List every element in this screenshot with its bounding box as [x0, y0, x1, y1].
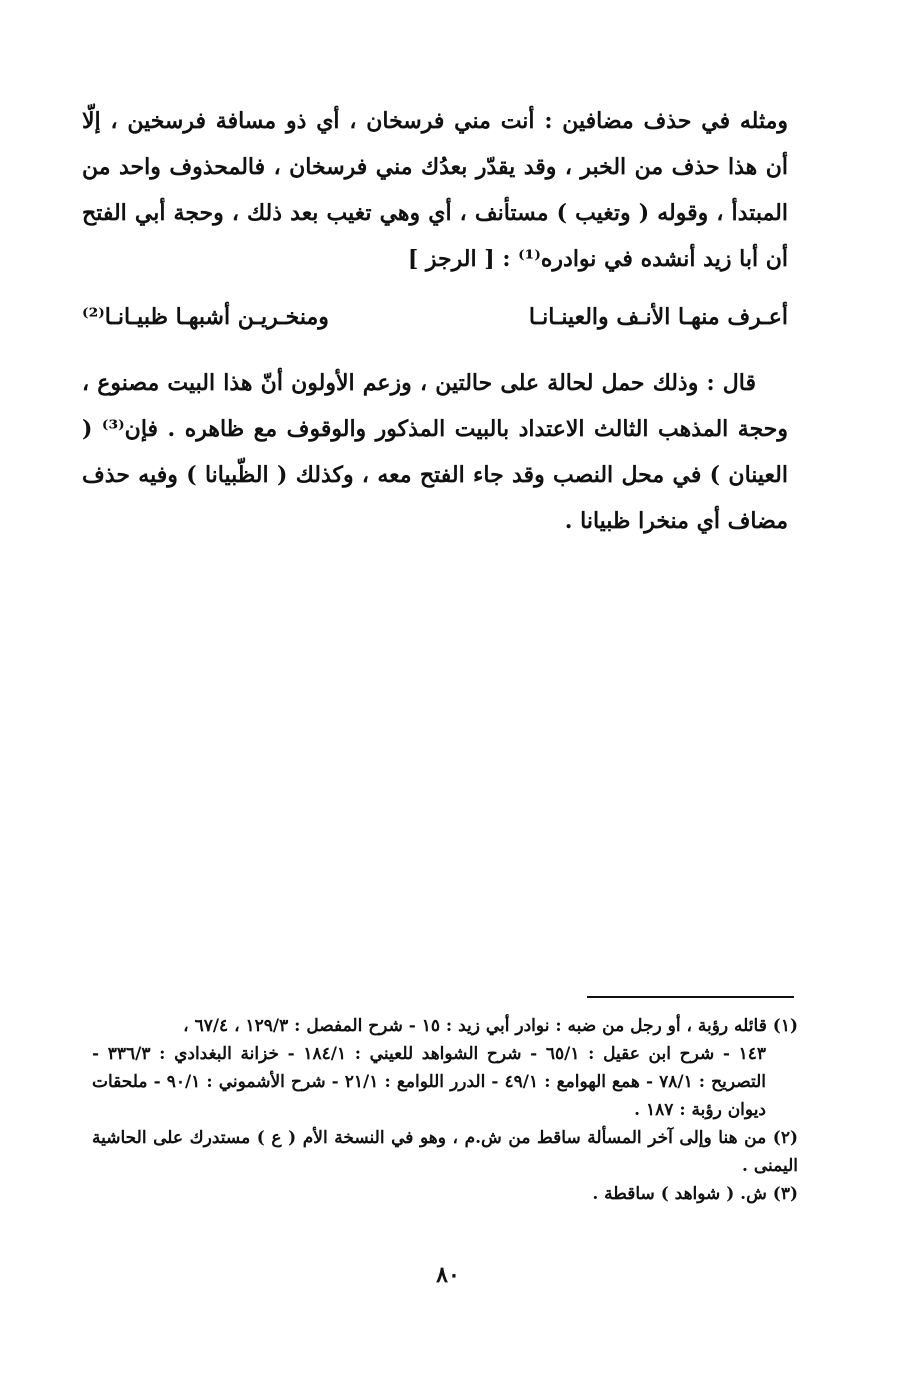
footnote-marker: (٣) [772, 1184, 798, 1204]
footnote-text: من هنا وإلى آخر المسألة ساقط من ش.م ، وهو في النسخة الأم ( ع ) مستدرك على الحاشية اليمنى . [92, 1128, 798, 1176]
footnotes-section [92, 1012, 798, 1208]
footnote-2 [92, 1124, 798, 1180]
footnote-marker: (٢) [772, 1128, 799, 1148]
body-paragraph-1: ومثله في حذف مضافين : أنت مني فرسخان ، أي ذو مسافة فرسخين ، إلّا أن هذا حذف من الخبر ، وقد يقدّر بعدُك مني فرسخان ، فالمحذوف واحد من المبتدأ ، وقوله ( وتغيب ) مستأنف ، أي وهي تغيب بعد ذلك ، وحجة أبي الفتح أن أبا زيد أنشده في نوادره⁽¹⁾ : [ الرجز ] [82, 108, 788, 272]
footnote-divider [587, 996, 794, 998]
verse-second-hemistich: ومنخـريـن أشبهـا ظبيـانـا⁽²⁾ [82, 304, 329, 330]
verse-first-hemistich: أعـرف منهـا الأنـف والعينـانـا [528, 304, 788, 330]
footnote-text: قائله رؤبة ، أو رجل من ضبه : نوادر أبي زيد : ١٥ - شرح المفصل : ١٢٩/٣ ، ٦٧/٤ ، [183, 1016, 767, 1036]
footnote-continuation: ١٤٣ - شرح ابن عقيل : ٦٥/١ - شرح الشواهد للعيني : ١٨٤/١ - خزانة البغدادي : ٣٣٦/٣ - التصريح : ٧٨/١ - همع الهوامع : ٤٩/١ - الدرر اللوامع : ٢١/١ - شرح الأشموني : ٩٠/١ - ملحقات ديوان رؤبة : ١٨٧ . [92, 1044, 767, 1120]
footnote-1 [92, 1012, 798, 1124]
footnote-text: ش. ( شواهد ) ساقطة . [592, 1184, 767, 1204]
footnote-3 [92, 1180, 798, 1208]
footnote-marker: (١) [772, 1016, 798, 1036]
body-paragraph-2: قال : وذلك حمل لحالة على حالتين ، وزعم الأولون أنّ هذا البيت مصنوع ، وحجة المذهب الثالث الاعتداد بالبيت المذكور والوقوف مع ظاهره . فإن⁽³⁾ ( العينان ) في محل النصب وقد جاء الفتح معه ، وكذلك ( الظّبيانا ) وفيه حذف مضاف أي منخرا ظبيانا . [82, 370, 788, 534]
page-number: ٨٠ [436, 1262, 460, 1288]
poetry-verse [82, 294, 788, 340]
